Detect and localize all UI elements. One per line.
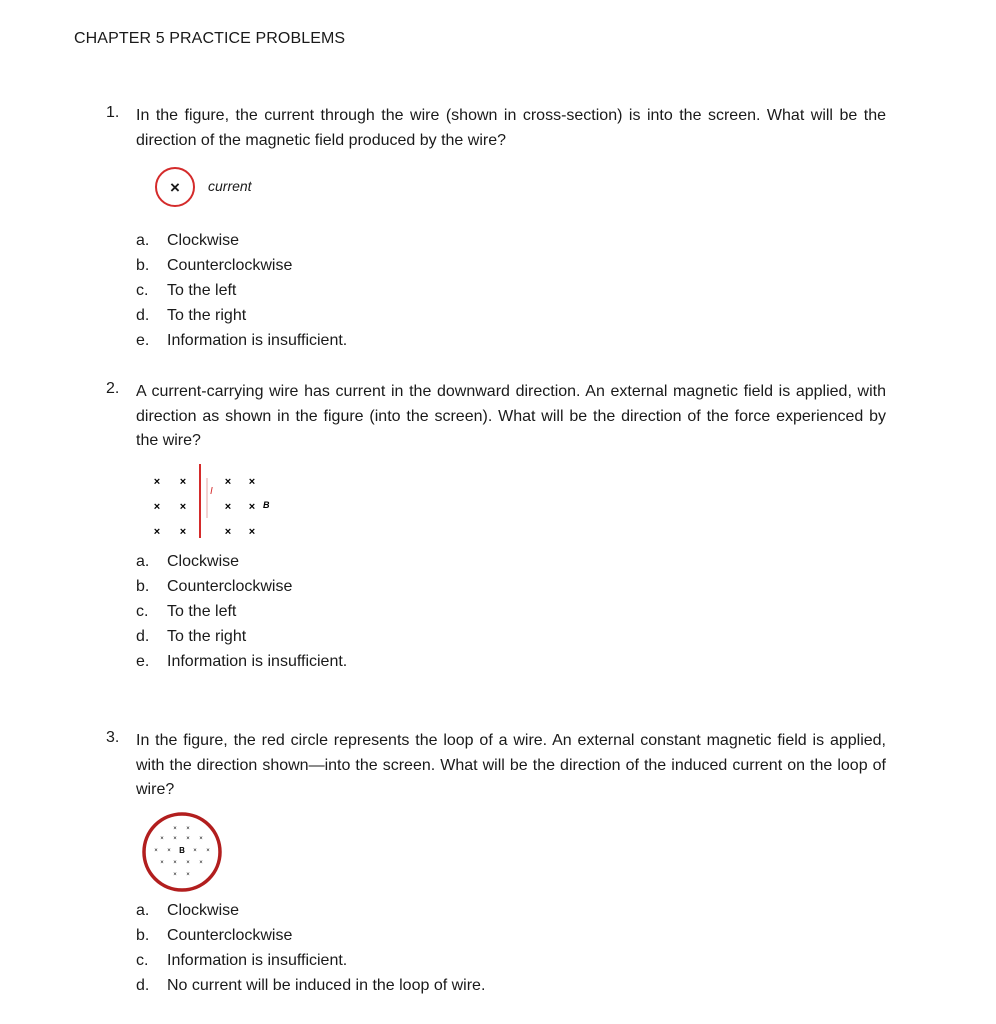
field-label: B: [263, 500, 270, 510]
option-text: Clockwise: [167, 902, 240, 919]
question-1: [106, 104, 886, 153]
option-text: To the left: [167, 282, 237, 299]
field-symbol: ×: [160, 860, 164, 866]
field-symbol: ×: [179, 476, 187, 488]
question-number: 2.: [106, 380, 120, 397]
question-text: In the figure, the red circle represents the loop of a wire. An external constant magnetic field is applied, with the direction shown—into the screen. What will be the direction of the induced current on the loop of wire?: [136, 732, 886, 798]
option-text: Information is insufficient.: [167, 332, 348, 349]
field-symbol: ×: [248, 526, 256, 538]
option-letter: a.: [136, 553, 150, 570]
field-symbol: ×: [199, 860, 203, 866]
current-label: I: [210, 486, 213, 497]
field-symbol: ×: [160, 836, 164, 842]
field-symbol: ×: [224, 476, 232, 488]
option-letter: a.: [136, 232, 150, 249]
field-symbol: ×: [153, 501, 161, 513]
field-symbol: ×: [153, 476, 161, 488]
option-letter: e.: [136, 653, 150, 670]
option-letter: b.: [136, 927, 150, 944]
option-letter: b.: [136, 578, 150, 595]
figure-wire-cross-section: [150, 162, 280, 212]
option-letter: b.: [136, 257, 150, 274]
question-3: [106, 729, 886, 803]
option-text: To the left: [167, 603, 237, 620]
option-text: Counterclockwise: [167, 578, 293, 595]
figure-wire-loop: [140, 810, 230, 900]
option-letter: c.: [136, 603, 149, 620]
current-label: current: [208, 178, 252, 194]
option-text: To the right: [167, 307, 247, 324]
option-letter: c.: [136, 952, 149, 969]
field-symbol: ×: [186, 826, 190, 832]
field-symbol: ×: [224, 526, 232, 538]
field-symbol: ×: [248, 476, 256, 488]
question-text: In the figure, the current through the wire (shown in cross-section) is into the screen. What will be the direction of the magnetic field produced by the wire?: [136, 107, 886, 149]
field-symbol: ×: [186, 836, 190, 842]
field-label: B: [179, 846, 185, 855]
option-letter: d.: [136, 977, 150, 994]
option-letter: d.: [136, 307, 150, 324]
current-into-screen-symbol: ×: [170, 178, 180, 197]
field-symbol: ×: [173, 836, 177, 842]
question-number: 3.: [106, 729, 120, 746]
field-symbol: ×: [193, 848, 197, 854]
field-symbol: ×: [179, 526, 187, 538]
option-text: To the right: [167, 628, 247, 645]
field-symbol: ×: [186, 872, 190, 878]
option-text: Counterclockwise: [167, 927, 293, 944]
option-letter: c.: [136, 282, 149, 299]
option-text: Information is insufficient.: [167, 653, 348, 670]
field-symbol: ×: [206, 848, 210, 854]
figure-wire-in-field: [145, 460, 285, 542]
option-text: Counterclockwise: [167, 257, 293, 274]
option-letter: d.: [136, 628, 150, 645]
field-symbol: ×: [153, 526, 161, 538]
field-symbol: ×: [224, 501, 232, 513]
question-2: [106, 380, 886, 454]
option-letter: a.: [136, 902, 150, 919]
option-text: Information is insufficient.: [167, 952, 348, 969]
page-title: CHAPTER 5 PRACTICE PROBLEMS: [74, 30, 346, 47]
field-symbol: ×: [173, 860, 177, 866]
field-symbol: ×: [154, 848, 158, 854]
option-text: No current will be induced in the loop of wire.: [167, 977, 486, 994]
question-number: 1.: [106, 104, 120, 121]
field-symbol: ×: [173, 826, 177, 832]
field-symbol: ×: [186, 860, 190, 866]
field-symbol: ×: [173, 872, 177, 878]
field-symbol: ×: [248, 501, 256, 513]
option-text: Clockwise: [167, 232, 240, 249]
option-text: Clockwise: [167, 553, 240, 570]
question-text: A current-carrying wire has current in the downward direction. An external magnetic field is applied, with direction as shown in the figure (into the screen). What will be the direction of the force experienced by the wire?: [136, 383, 886, 449]
field-symbol: ×: [199, 836, 203, 842]
field-symbol: ×: [179, 501, 187, 513]
option-letter: e.: [136, 332, 150, 349]
field-symbol: ×: [167, 848, 171, 854]
